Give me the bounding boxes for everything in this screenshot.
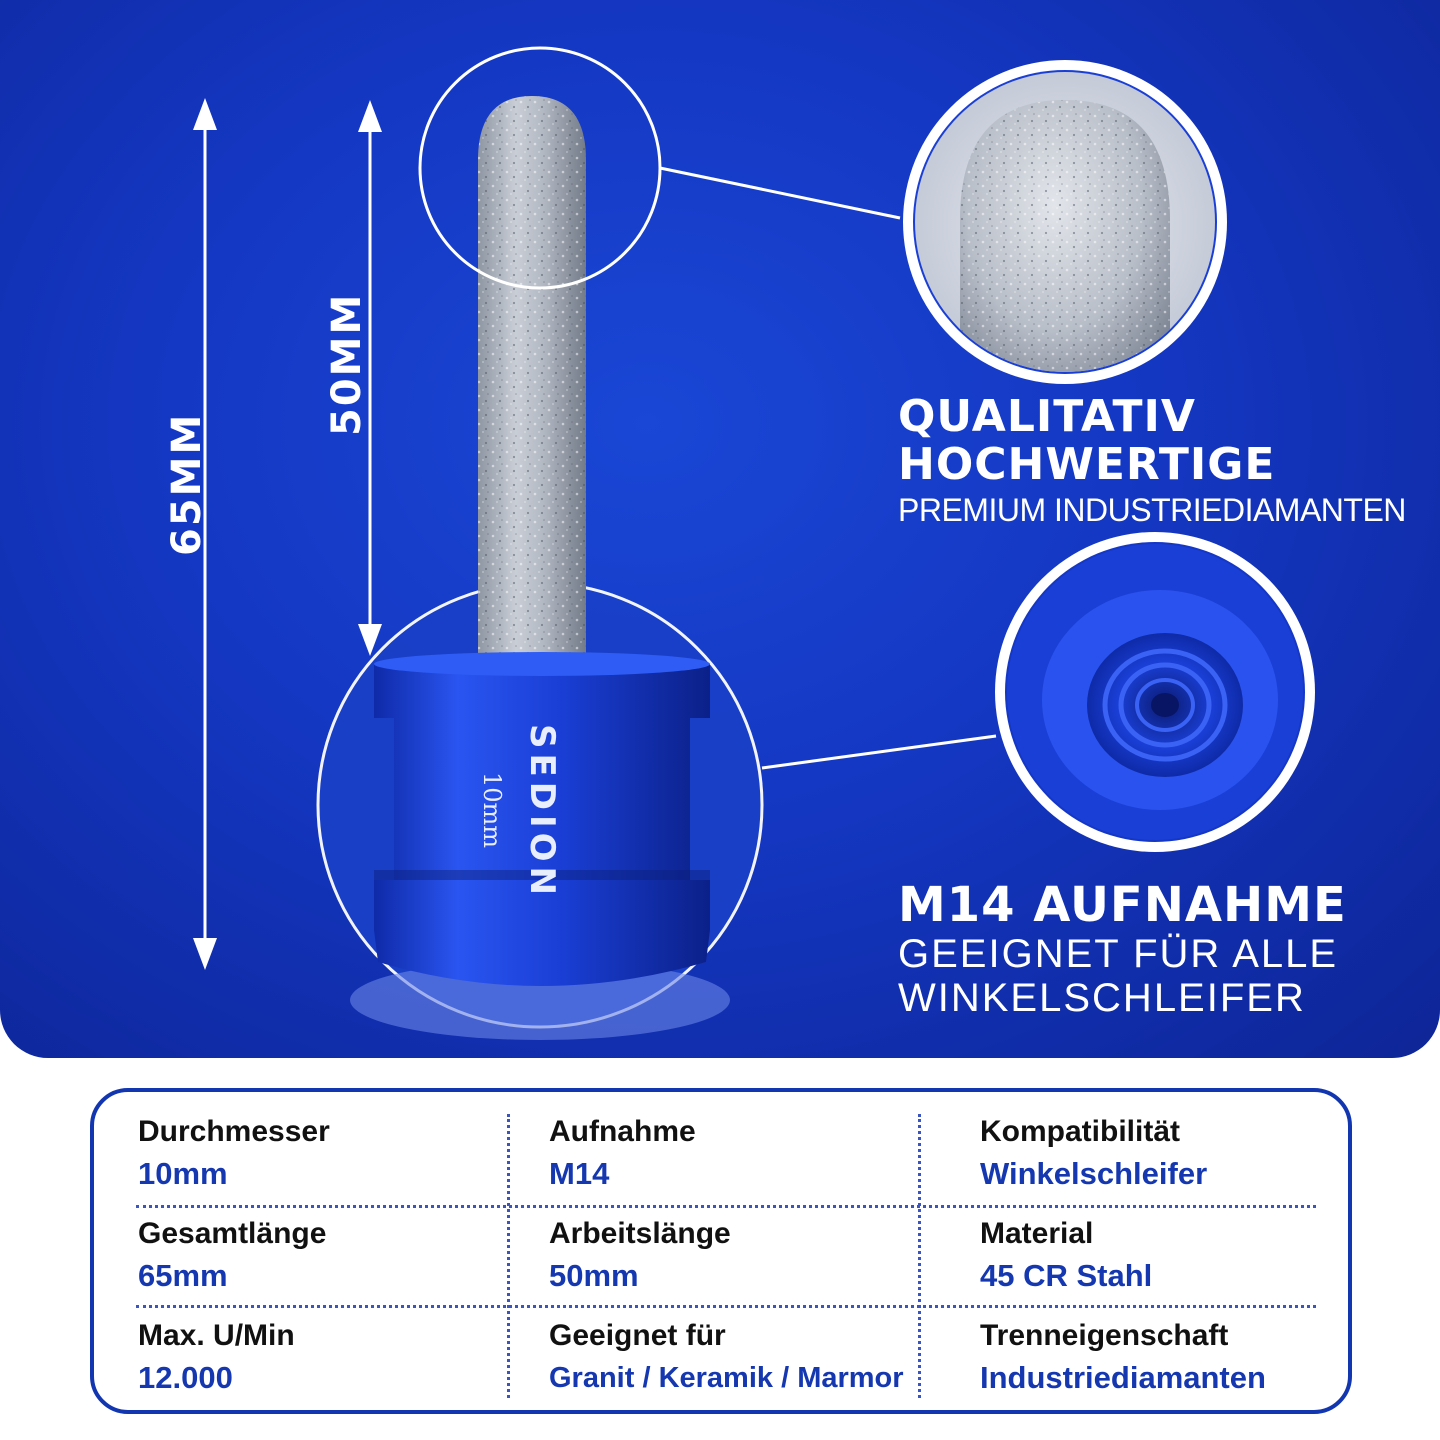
feature-quality-subtitle: PREMIUM INDUSTRIEDIAMANTEN (898, 492, 1406, 528)
spec-value: Granit / Keramik / Marmor (549, 1362, 904, 1394)
grit-zoom-circle (900, 60, 1230, 400)
spec-label: Arbeitslänge (549, 1217, 731, 1250)
spec-mount (549, 1112, 696, 1196)
column-divider (507, 1114, 510, 1398)
spec-value: M14 (549, 1156, 610, 1191)
working-length-label: 50MM (324, 292, 370, 436)
spec-suitable-for (549, 1316, 904, 1400)
size-engraving: 10mm (478, 771, 506, 849)
brand-engraving: SEDION (522, 724, 562, 900)
spec-value: 65mm (138, 1258, 228, 1293)
spec-label: Trenneigenschaft (980, 1319, 1229, 1352)
feature-m14-subtitle-2: WINKELSCHLEIFER (898, 976, 1306, 1020)
spec-value: 12.000 (138, 1360, 233, 1395)
spec-material (980, 1214, 1152, 1298)
spec-label: Max. U/Min (138, 1319, 295, 1352)
spec-value: 10mm (138, 1156, 228, 1191)
row-divider (136, 1205, 1316, 1208)
spec-total-length (138, 1214, 326, 1298)
spec-value: 50mm (549, 1258, 639, 1293)
spec-label: Durchmesser (138, 1115, 330, 1148)
feature-m14-subtitle-1: GEEIGNET FÜR ALLE (898, 932, 1339, 976)
spec-value: Winkelschleifer (980, 1156, 1208, 1191)
column-divider (918, 1114, 921, 1398)
spec-cutting-property (980, 1316, 1266, 1400)
spec-max-rpm (138, 1316, 295, 1400)
row-divider (136, 1305, 1316, 1308)
spec-label: Material (980, 1217, 1094, 1250)
spec-value: 45 CR Stahl (980, 1258, 1153, 1293)
spec-label: Gesamtlänge (138, 1217, 327, 1250)
diamond-bit-shaft (478, 96, 586, 690)
spec-compatibility (980, 1112, 1207, 1196)
spec-working-length (549, 1214, 731, 1298)
feature-m14-title: M14 AUFNAHME (898, 877, 1347, 933)
spec-value: Industriediamanten (980, 1360, 1266, 1395)
feature-quality-title-2: HOCHWERTIGE (898, 439, 1276, 490)
spec-label: Geeignet für (549, 1319, 726, 1352)
thread-zoom-circle (995, 532, 1320, 860)
spec-label: Aufnahme (549, 1115, 696, 1148)
spec-diameter (138, 1112, 330, 1196)
feature-quality-title-1: QUALITATIV (898, 391, 1196, 442)
total-length-label: 65MM (164, 412, 210, 556)
spec-label: Kompatibilität (980, 1115, 1180, 1148)
